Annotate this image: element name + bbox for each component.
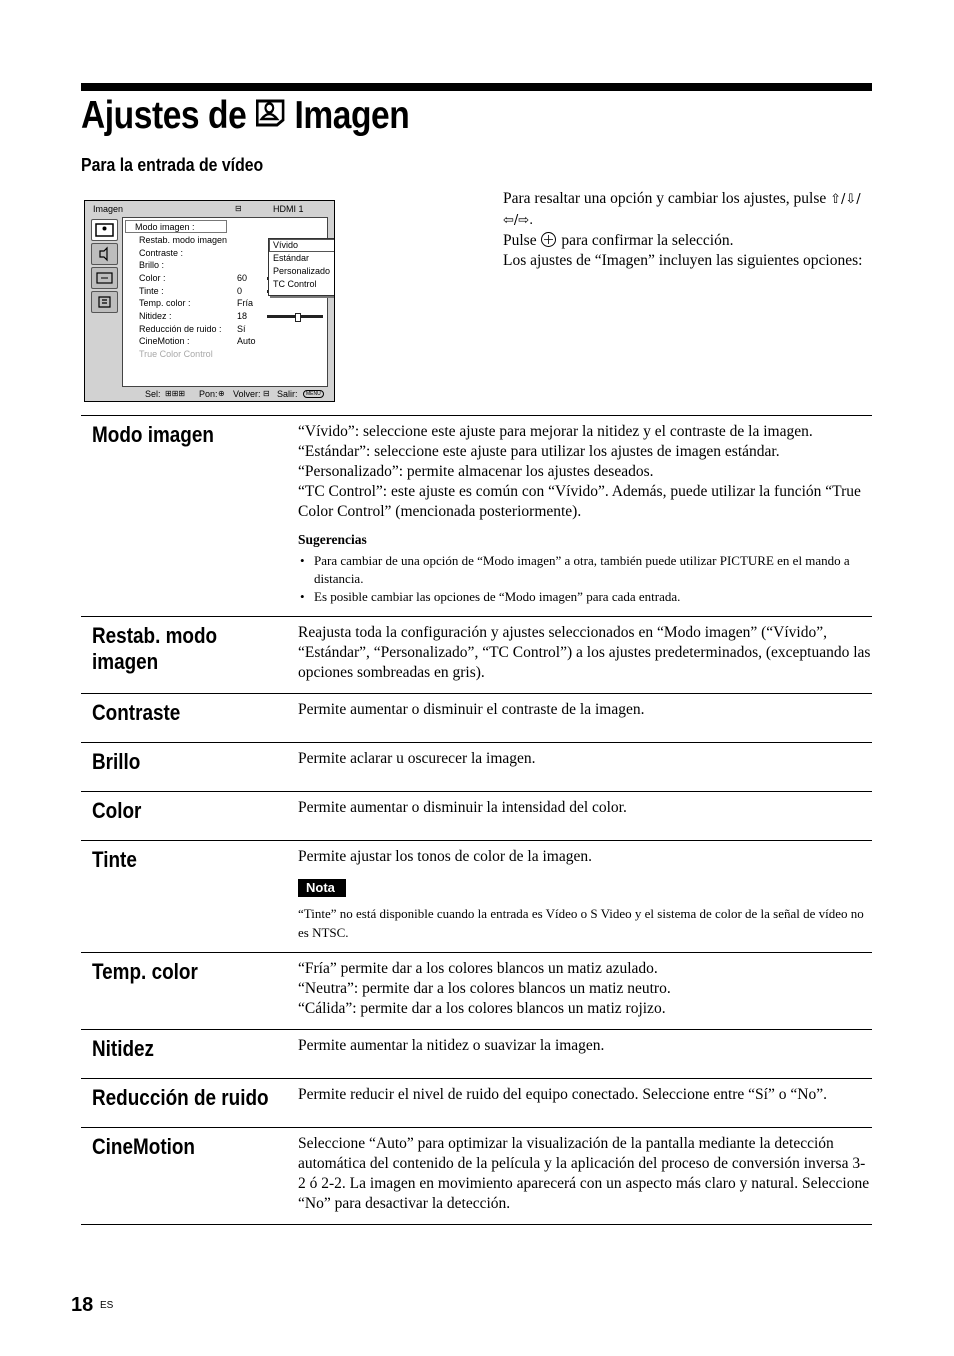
- title-prefix: Ajustes de: [81, 94, 247, 137]
- intro-line3: Los ajustes de “Imagen” incluyen las siguientes opciones:: [503, 252, 863, 269]
- screen-menu-icon: [91, 267, 118, 289]
- table-row: [81, 1029, 872, 1078]
- page-language: ES: [100, 1300, 114, 1311]
- top-rule: [81, 83, 872, 91]
- settings-table: [81, 415, 872, 1225]
- row-label: Color: [92, 798, 142, 823]
- intro-line2: Pulse para confirmar la selección.: [503, 232, 734, 249]
- table-row: [81, 1078, 872, 1127]
- row-description: Permite aumentar o disminuir el contraste de la imagen.: [298, 701, 645, 718]
- row-description: Permite aumentar la nitidez o suavizar la imagen.: [298, 1037, 605, 1054]
- arrow-buttons-icon: ⇧/⇩/⇦/⇨.: [503, 192, 861, 228]
- row-label: Brillo: [92, 749, 141, 774]
- page-number: 18: [71, 1294, 94, 1316]
- table-row: [81, 742, 872, 791]
- osd-panel: Modo imagen : Restab. modo imagen Contraste : Brillo : Color : 60 Tinte : 0 Temp. color : Fría Nitidez : 18 Reducción de ruido : Sí CineMotion : Auto True Color Control Vívido Estándar Personalizado TC Control: [122, 217, 328, 387]
- table-row: [81, 616, 872, 693]
- title-suffix: Imagen: [294, 94, 410, 137]
- row-label: Tinte: [92, 847, 137, 872]
- osd-footer-sel: Sel:: [145, 389, 161, 399]
- picture-menu-icon: [91, 219, 118, 241]
- dropdown-option: Vívido: [269, 239, 335, 252]
- dropdown-option: Personalizado: [273, 266, 331, 276]
- dropdown-option: TC Control: [273, 279, 317, 289]
- table-row: [81, 415, 872, 616]
- list-item: • Para cambiar de una opción de “Modo imagen” a otra, también puede utilizar PICTURE en el mando a distancia.: [298, 552, 872, 588]
- osd-dropdown: [268, 238, 335, 296]
- enter-button-icon: [540, 232, 557, 249]
- osd-footer-salir: Salir:: [277, 389, 298, 399]
- osd-sidebar: [87, 217, 120, 387]
- osd-footer: [85, 387, 334, 401]
- row-description: “Vívido”: seleccione este ajuste para mejorar la nitidez y el contraste de la imagen. “Estándar”: seleccione este ajuste para utilizar los ajustes de imagen estándar. “Personalizado”: permite almacenar los ajustes deseados. “TC Control”: este ajuste es común con “Vívido”. Además, puede utilizar la función “True Color Control” (mencionada posteriormente). Sugerencias • Para cambiar de una opción de “Modo imagen” a otra, también puede utilizar PICTURE en el mando a distancia. • Es posible cambiar las opciones de “Modo imagen” para cada entrada.: [298, 416, 872, 616]
- row-description: Reajusta toda la configuración y ajustes seleccionados en “Modo imagen” (“Vívido”, “Estándar”, “Personalizado”, “TC Control”) a los ajustes predeterminados, (exceptuando las opciones sombreadas en gris).: [298, 624, 871, 681]
- row-label: CineMotion: [92, 1134, 195, 1159]
- row-description: Permite aumentar o disminuir la intensidad del color.: [298, 799, 627, 816]
- row-description: Permite ajustar los tonos de color de la imagen. Nota “Tinte” no está disponible cuando la entrada es Vídeo o S Video y el sistema de color de la señal de vídeo no es NTSC.: [298, 841, 872, 952]
- row-description: “Fría” permite dar a los colores blancos un matiz azulado. “Neutra”: permite dar a los colores blancos un matiz neutro. “Cálida”: permite dar a los colores blancos un matiz rojizo.: [298, 960, 671, 1017]
- page-title: [81, 93, 409, 139]
- table-row: [81, 791, 872, 840]
- row-label: Nitidez: [92, 1036, 155, 1061]
- osd-header: [85, 201, 334, 215]
- setup-menu-icon: [91, 291, 118, 313]
- table-row: [81, 952, 872, 1029]
- sound-menu-icon: [91, 243, 118, 265]
- note-badge: Nota: [298, 879, 346, 897]
- intro-text: [503, 189, 875, 271]
- row-description: Permite aclarar u oscurecer la imagen.: [298, 750, 536, 767]
- picture-settings-icon: [255, 94, 286, 138]
- osd-header-input: HDMI 1: [273, 204, 304, 214]
- row-description: Permite reducir el nivel de ruido del equipo conectado. Seleccione entre “Sí” o “No”.: [298, 1086, 827, 1103]
- table-row: [81, 693, 872, 742]
- row-description: Seleccione “Auto” para optimizar la visualización de la pantalla mediante la detección automática del contenido de la película y la aplicación del proceso de conversión inversa 3-2 ó 2-2. La imagen en movimiento aparecerá con un aspecto más claro y natural. Seleccione “No” para desactivar la detección.: [298, 1135, 870, 1212]
- row-label: Temp. color: [92, 959, 198, 984]
- osd-footer-pon: Pon:: [199, 389, 218, 399]
- tips-title: Sugerencias: [298, 532, 367, 547]
- return-key-icon: ⊟: [263, 389, 270, 398]
- note-text: “Tinte” no está disponible cuando la entrada es Vídeo o S Video y el sistema de color de la señal de vídeo no es NTSC.: [298, 906, 864, 940]
- row-label: Contraste: [92, 700, 181, 725]
- row-label: Restab. modo imagen: [92, 623, 218, 674]
- input-icon: ⊟: [235, 204, 242, 213]
- table-row: [81, 840, 872, 952]
- menu-key-icon: MENU: [303, 390, 324, 398]
- list-item: • Es posible cambiar las opciones de “Modo imagen” para cada entrada.: [298, 588, 872, 606]
- row-label: Reducción de ruido: [92, 1085, 269, 1110]
- osd-header-title: Imagen: [93, 204, 124, 214]
- osd-menu-screenshot: [84, 200, 335, 402]
- tips-list: [298, 552, 872, 606]
- arrow-keys-icon: ⊞⊞⊞: [165, 389, 186, 398]
- intro-line1: Para resaltar una opción y cambiar los ajustes, pulse ⇧/⇩/⇦/⇨.: [503, 190, 861, 228]
- sharpness-slider: [267, 315, 323, 318]
- table-row: [81, 1127, 872, 1225]
- osd-footer-volver: Volver:: [233, 389, 261, 399]
- section-subtitle: Para la entrada de vídeo: [81, 155, 264, 175]
- row-label: Modo imagen: [92, 422, 214, 447]
- enter-key-icon: ⊕: [218, 389, 225, 398]
- dropdown-option: Estándar: [273, 253, 310, 263]
